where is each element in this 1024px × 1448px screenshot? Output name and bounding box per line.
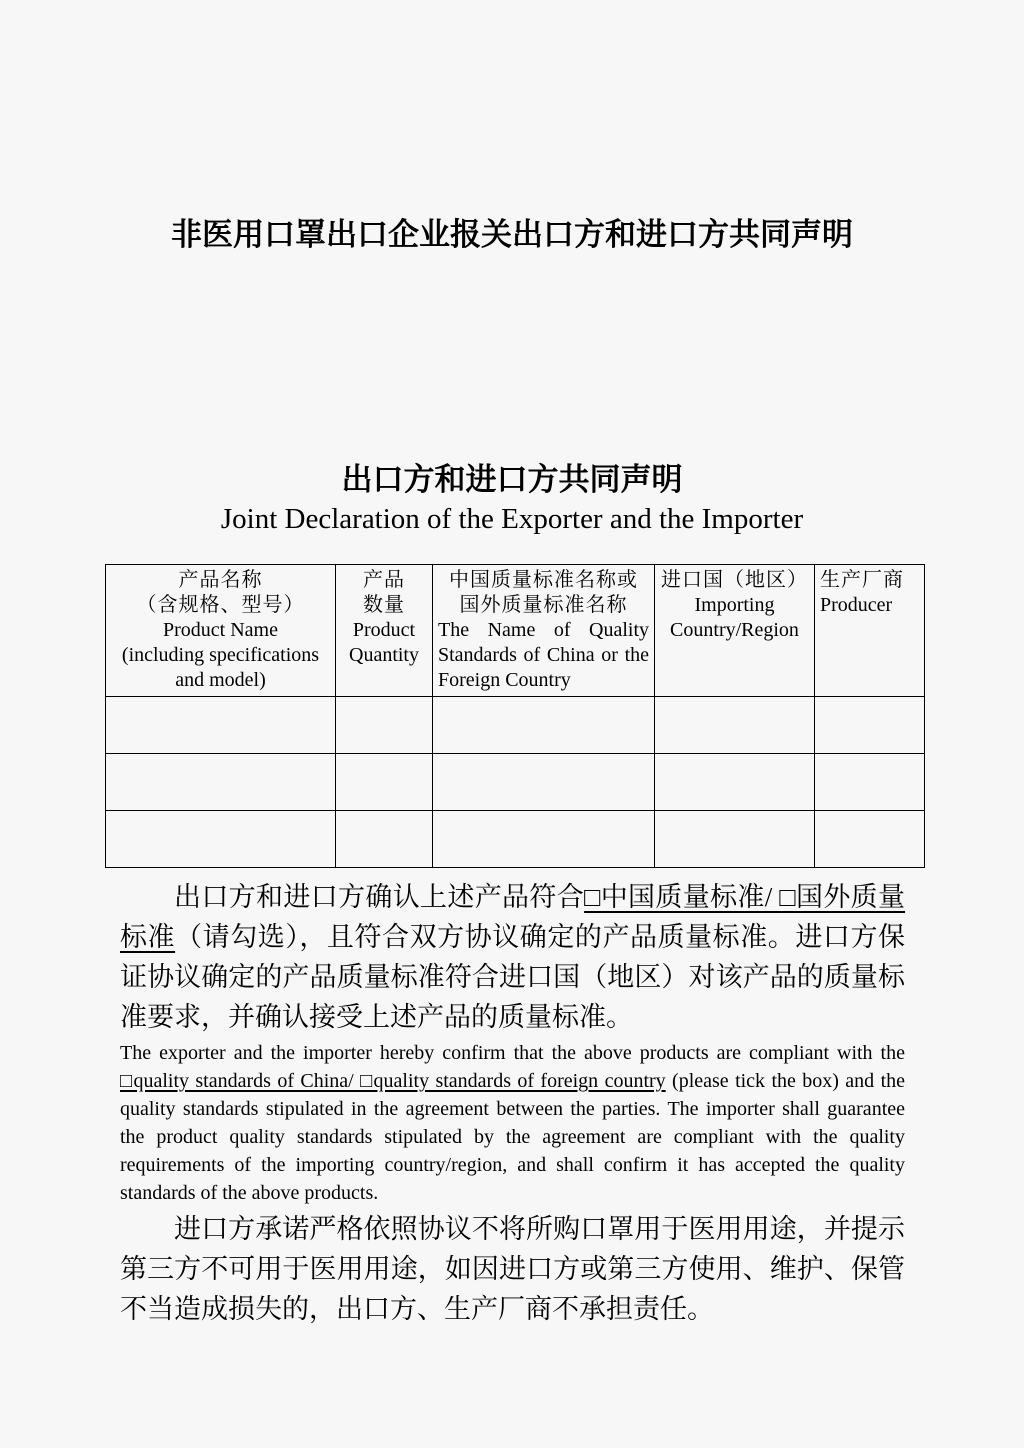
empty-cell [815, 811, 925, 868]
paragraph-text: (please tick the box) and the quality standards stipulated in the agreement between the parties. The importer shall guarantee the product quality standards stipulated by the agreement are compliant with the quality requirements of the importing country/region, and shall confirm it has accepted the quality standards of the above products. [120, 1070, 905, 1204]
column-header-zh-line: 产品名称 [178, 569, 263, 591]
document-title: 非医用口罩出口企业报关出口方和进口方共同声明 [171, 217, 853, 252]
empty-cell [815, 754, 925, 811]
table-row [106, 811, 925, 868]
column-header-en-line: Producer [820, 594, 893, 616]
column-header-en-line: Product Quantity [349, 619, 419, 666]
column-header-zh-line: 中国质量标准名称或 [449, 569, 638, 591]
table-row [106, 697, 925, 754]
column-header-en-line: Product Name [163, 619, 278, 641]
products-table [105, 564, 925, 868]
table-header-row [106, 565, 925, 697]
column-header-zh-line: （含规格、型号） [136, 594, 305, 616]
paragraph-text: The exporter and the importer hereby confirm that the above products are compliant with the [120, 1042, 905, 1064]
quality-declaration-paragraph-en [120, 1039, 905, 1207]
column-header-product-name [106, 565, 336, 697]
column-header-zh-line: 国外质量标准名称 [459, 594, 628, 616]
empty-cell [336, 811, 433, 868]
table-row [106, 754, 925, 811]
section-heading-en: Joint Declaration of the Exporter and the Importer [220, 503, 804, 535]
empty-cell [433, 754, 655, 811]
column-header-en-line: The Name of Quality Standards of China or the Foreign Country [438, 619, 649, 691]
paragraph-text: 出口方和进口方确认上述产品符合 [174, 882, 585, 912]
empty-cell [655, 754, 815, 811]
underlined-tick-options-en: □quality standards of China/ □quality standards of foreign country [120, 1070, 666, 1092]
column-header-importing-country [655, 565, 815, 697]
empty-cell [433, 811, 655, 868]
empty-cell [336, 697, 433, 754]
empty-cell [433, 697, 655, 754]
column-header-zh-line: 数量 [363, 594, 405, 616]
column-header-en-line: Importing Country/Region [670, 594, 799, 641]
column-header-en-line: (including specifications and model) [121, 644, 320, 691]
paragraph-text: 进口方承诺严格依照协议不将所购口罩用于医用用途，并提示第三方不可用于医用用途，如因进口方或第三方使用、维护、保管不当造成损失的，出口方、生产厂商不承担责任。 [120, 1214, 905, 1324]
column-header-producer [815, 565, 925, 697]
column-header-zh-line: 生产厂商 [820, 569, 904, 591]
empty-cell [655, 811, 815, 868]
column-header-zh-line: 进口国（地区） [661, 569, 808, 591]
empty-cell [655, 697, 815, 754]
empty-cell [815, 697, 925, 754]
empty-cell [106, 754, 336, 811]
medical-use-commitment-paragraph-zh [120, 1209, 905, 1329]
column-header-zh-line: 产品 [363, 569, 405, 591]
column-header-product-quantity [336, 565, 433, 697]
empty-cell [336, 754, 433, 811]
empty-cell [106, 697, 336, 754]
column-header-quality-standards [433, 565, 655, 697]
paragraph-text: （请勾选），且符合双方协议确定的产品质量标准。进口方保证协议确定的产品质量标准符合进口国（地区）对该产品的质量标准要求，并确认接受上述产品的质量标准。 [120, 922, 906, 1032]
empty-cell [106, 811, 336, 868]
underlined-tick-options-zh: □中国质量标准/ □国外质量标准 [120, 882, 906, 952]
section-heading-zh: 出口方和进口方共同声明 [341, 462, 683, 497]
quality-declaration-paragraph-zh [120, 877, 905, 1037]
